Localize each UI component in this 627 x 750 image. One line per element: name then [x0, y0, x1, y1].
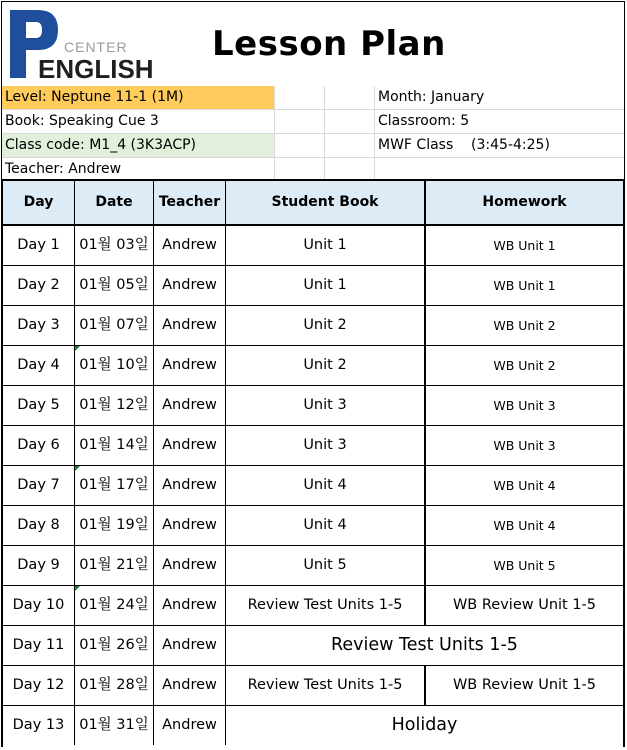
- info-row-class-code: [2, 134, 624, 158]
- empty-cell[interactable]: [275, 86, 325, 110]
- classroom-cell[interactable]: Classroom: 5: [375, 110, 624, 134]
- date-cell[interactable]: 01월 12일: [75, 386, 154, 425]
- day-cell[interactable]: Day 6: [3, 426, 75, 465]
- student-book-cell[interactable]: Unit 3: [226, 426, 426, 465]
- homework-cell[interactable]: WB Unit 3: [493, 438, 556, 453]
- student-book-cell[interactable]: Unit 2: [226, 306, 426, 345]
- teacher-cell[interactable]: Andrew: [154, 306, 226, 345]
- table-row: [3, 626, 623, 666]
- homework-cell[interactable]: WB Unit 3: [493, 398, 556, 413]
- date-cell[interactable]: 01월 14일: [75, 426, 154, 465]
- class-code-cell[interactable]: Class code: M1_4 (3K3ACP): [2, 134, 275, 158]
- homework-cell[interactable]: WB Unit 4: [493, 478, 556, 493]
- homework-cell[interactable]: WB Unit 1: [493, 238, 556, 253]
- day-cell[interactable]: Day 11: [3, 626, 75, 665]
- student-book-cell[interactable]: Unit 1: [226, 226, 426, 265]
- header-date[interactable]: Date: [75, 181, 154, 224]
- date-cell[interactable]: 01월 10일: [75, 346, 154, 385]
- table-row: [3, 386, 623, 426]
- teacher-cell[interactable]: Andrew: [154, 266, 226, 305]
- empty-cell[interactable]: [275, 110, 325, 134]
- teacher-cell[interactable]: Andrew: [154, 466, 226, 505]
- logo-center-text: CENTER: [64, 39, 128, 55]
- table-row: [3, 506, 623, 546]
- teacher-cell[interactable]: Andrew: [154, 506, 226, 545]
- table-row: [3, 266, 623, 306]
- table-row: [3, 466, 623, 506]
- date-cell[interactable]: 01월 26일: [75, 626, 154, 665]
- student-book-cell[interactable]: Unit 5: [226, 546, 426, 585]
- homework-cell[interactable]: WB Unit 2: [493, 318, 556, 333]
- student-book-cell[interactable]: Unit 4: [226, 506, 426, 545]
- date-cell[interactable]: 01월 05일: [75, 266, 154, 305]
- teacher-cell[interactable]: Andrew: [154, 706, 226, 745]
- level-cell[interactable]: Level: Neptune 11-1 (1M): [2, 86, 275, 110]
- book-cell[interactable]: Book: Speaking Cue 3: [2, 110, 275, 134]
- teacher-cell[interactable]: Andrew: [154, 426, 226, 465]
- day-cell[interactable]: Day 3: [3, 306, 75, 345]
- student-book-cell[interactable]: Unit 3: [226, 386, 426, 425]
- student-book-cell[interactable]: Review Test Units 1-5: [226, 666, 426, 705]
- cell-note-marker: [75, 466, 80, 471]
- empty-cell[interactable]: [275, 134, 325, 158]
- teacher-cell[interactable]: Andrew: [154, 626, 226, 665]
- teacher-cell[interactable]: Andrew: [154, 586, 226, 625]
- table-row: [3, 226, 623, 266]
- center-english-logo: [8, 8, 154, 84]
- day-cell[interactable]: Day 7: [3, 466, 75, 505]
- page-title: Lesson Plan: [212, 24, 446, 64]
- day-cell[interactable]: Day 8: [3, 506, 75, 545]
- table-row: [3, 426, 623, 466]
- date-cell[interactable]: 01월 07일: [75, 306, 154, 345]
- date-cell[interactable]: 01월 03일: [75, 226, 154, 265]
- day-cell[interactable]: Day 1: [3, 226, 75, 265]
- merged-cell[interactable]: Holiday: [391, 715, 458, 735]
- teacher-cell[interactable]: Andrew: [154, 546, 226, 585]
- date-cell[interactable]: 01월 24일: [75, 586, 154, 625]
- teacher-cell[interactable]: Andrew: [154, 226, 226, 265]
- date-cell[interactable]: 01월 21일: [75, 546, 154, 585]
- lesson-table: [1, 179, 625, 747]
- header-student-book[interactable]: Student Book: [226, 181, 426, 224]
- date-cell[interactable]: 01월 28일: [75, 666, 154, 705]
- student-book-cell[interactable]: Unit 1: [226, 266, 426, 305]
- day-cell[interactable]: Day 2: [3, 266, 75, 305]
- day-cell[interactable]: Day 4: [3, 346, 75, 385]
- schedule-cell[interactable]: MWF Class (3:45-4:25): [375, 134, 624, 158]
- table-row: [3, 546, 623, 586]
- empty-cell[interactable]: [325, 134, 375, 158]
- date-cell[interactable]: 01월 19일: [75, 506, 154, 545]
- table-row: [3, 586, 623, 626]
- date-cell[interactable]: 01월 17일: [75, 466, 154, 505]
- day-cell[interactable]: Day 9: [3, 546, 75, 585]
- date-cell[interactable]: 01월 31일: [75, 706, 154, 745]
- day-cell[interactable]: Day 5: [3, 386, 75, 425]
- table-row: [3, 706, 623, 746]
- day-cell[interactable]: Day 10: [3, 586, 75, 625]
- header-homework[interactable]: Homework: [482, 194, 567, 210]
- day-cell[interactable]: Day 13: [3, 706, 75, 745]
- merged-cell[interactable]: Review Test Units 1-5: [331, 635, 518, 655]
- teacher-cell[interactable]: Andrew: [154, 346, 226, 385]
- homework-cell[interactable]: WB Review Unit 1-5: [452, 677, 597, 693]
- teacher-cell[interactable]: Andrew: [154, 386, 226, 425]
- teacher-cell[interactable]: Andrew: [154, 666, 226, 705]
- table-row: [3, 346, 623, 386]
- table-row: [3, 666, 623, 706]
- homework-cell[interactable]: WB Unit 1: [493, 278, 556, 293]
- empty-cell[interactable]: [325, 110, 375, 134]
- day-cell[interactable]: Day 12: [3, 666, 75, 705]
- student-book-cell[interactable]: Unit 2: [226, 346, 426, 385]
- empty-cell[interactable]: [325, 86, 375, 110]
- homework-cell[interactable]: WB Unit 2: [493, 358, 556, 373]
- cell-note-marker: [75, 586, 80, 591]
- homework-cell[interactable]: WB Review Unit 1-5: [452, 597, 597, 613]
- teacher-cell[interactable]: Teacher: Andrew: [2, 158, 275, 182]
- table-header-row: [3, 181, 623, 226]
- info-row-book: [2, 110, 624, 134]
- homework-cell[interactable]: WB Unit 5: [493, 558, 556, 573]
- table-row: [3, 306, 623, 346]
- homework-cell[interactable]: WB Unit 4: [493, 518, 556, 533]
- student-book-cell[interactable]: Unit 4: [226, 466, 426, 505]
- sheet-header: [1, 1, 625, 179]
- header-teacher[interactable]: Teacher: [154, 181, 226, 224]
- student-book-cell[interactable]: Review Test Units 1-5: [226, 586, 426, 625]
- logo-english-text: ENGLISH: [38, 54, 154, 84]
- cell-note-marker: [75, 346, 80, 351]
- header-day[interactable]: Day: [3, 181, 75, 224]
- info-row-level: [2, 86, 624, 110]
- month-cell[interactable]: Month: January: [375, 86, 624, 110]
